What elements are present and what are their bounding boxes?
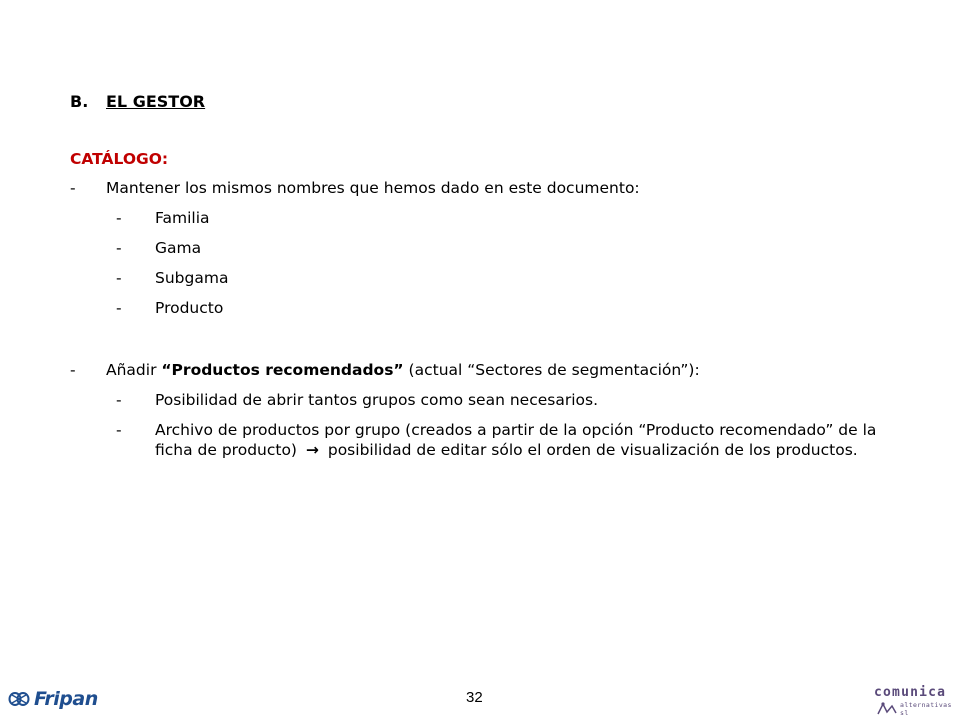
fripan-logo (8, 688, 98, 710)
section-letter: B. (70, 92, 89, 111)
comunica-logo (874, 685, 954, 719)
sub-list-item-text: Posibilidad de abrir tantos grupos como sean necesarios. (155, 391, 598, 409)
list-item-text-prefix: Añadir (106, 361, 162, 379)
sub-list-item-text: Gama (155, 239, 202, 257)
list-dash: - (70, 361, 76, 379)
list-dash: - (116, 299, 122, 317)
list-dash: - (70, 179, 76, 197)
section-heading (70, 88, 900, 116)
list-dash: - (116, 269, 122, 287)
slide-content (70, 88, 900, 460)
sub-list-item-text: Familia (155, 209, 210, 227)
section-title: EL GESTOR (106, 92, 206, 111)
comunica-logo-subtext: alternativas sl (900, 701, 952, 717)
list-dash: - (116, 391, 122, 409)
sub-list-item-text-after-arrow: posibilidad de editar sólo el orden de visualización de los productos. (327, 441, 858, 459)
list-item-text (106, 360, 900, 380)
sub-list-item (70, 390, 900, 412)
sub-list-item (70, 208, 900, 230)
list-item-text: Mantener los mismos nombres que hemos dado en este documento: (106, 179, 640, 197)
sub-list-item (70, 298, 900, 320)
sub-list-item-text: Producto (155, 299, 224, 317)
sub-list-item-text (155, 420, 900, 460)
sub-list-item (70, 268, 900, 290)
list-item (70, 178, 900, 200)
sub-list-item-text: Subgama (155, 269, 229, 287)
sub-list-item-text-before-arrow: Archivo de productos por grupo (creados a partir de la opción “Producto recomendado” de la ficha de producto) (155, 421, 877, 459)
page-number: 32 (466, 689, 483, 706)
list-dash: - (116, 239, 122, 257)
list-item-text-suffix: (actual “Sectores de segmentación”): (403, 361, 700, 379)
fripan-logo-text: Fripan (34, 688, 98, 710)
sub-list-item (70, 420, 900, 460)
catalog-label: CATÁLOGO: (70, 150, 169, 168)
comunica-mark-icon (876, 701, 898, 717)
list-dash: - (116, 421, 122, 439)
list-item-text-bold: “Productos recomendados” (161, 361, 404, 379)
list-item (70, 360, 900, 382)
sub-list-item (70, 238, 900, 260)
comunica-logo-text: comunica (874, 685, 947, 700)
list-dash: - (116, 209, 122, 227)
fripan-mark-icon (8, 691, 30, 707)
right-arrow-icon: → (305, 441, 319, 459)
